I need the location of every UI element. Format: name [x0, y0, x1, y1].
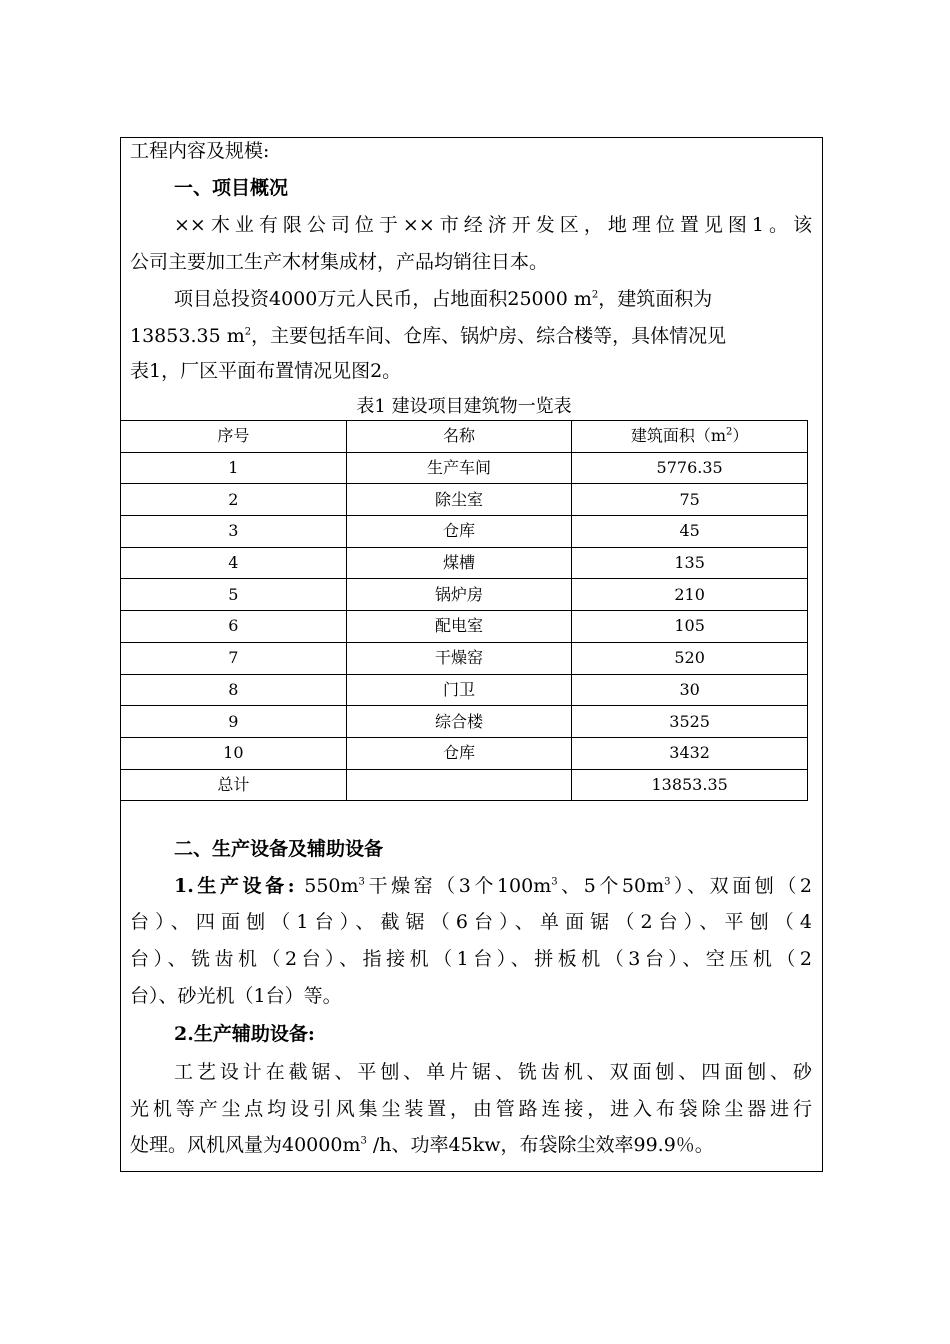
table-row — [121, 611, 808, 643]
cell-index: 4 — [121, 547, 347, 579]
cell-name: 锅炉房 — [346, 579, 572, 611]
cell-index: 3 — [121, 516, 347, 548]
cell-name: 煤槽 — [346, 547, 572, 579]
cell-area: 105 — [572, 611, 808, 643]
table-row — [121, 516, 808, 548]
cell-area: 5776.35 — [572, 452, 808, 484]
cell-area: 3432 — [572, 737, 808, 769]
equipment-line-4: 台）、砂光机（1台）等。 — [130, 985, 342, 1007]
table-row — [121, 547, 808, 579]
cell-index: 1 — [121, 452, 347, 484]
aux-equipment-label: 2.生产辅助设备: — [174, 1023, 315, 1045]
cell-index: 5 — [121, 579, 347, 611]
superscript-2: 2 — [244, 326, 252, 338]
header-area: 建筑面积$(m^2)$ — [572, 421, 808, 453]
equipment-label: 1.生产设备: — [174, 875, 295, 897]
table-caption: 表1 建设项目建筑物一览表 — [356, 396, 572, 417]
investment-line-1 — [174, 285, 712, 313]
cell-name: 仓库 — [346, 516, 572, 548]
cell-area: 210 — [572, 579, 808, 611]
cell-area: 135 — [572, 547, 808, 579]
cell-index: 10 — [121, 737, 347, 769]
cell-index: 7 — [121, 642, 347, 674]
header-index: 序号 — [121, 421, 347, 453]
equipment-line-1: 1.生产设备: $550m^3$干燥窑（3个$100m^3$、5个$50m^3$）、双面刨（2 — [174, 875, 813, 897]
investment-line-2 — [130, 322, 726, 350]
table-header-row — [121, 421, 808, 453]
cell-name: 配电室 — [346, 611, 572, 643]
table-row — [121, 706, 808, 738]
cell-area: 30 — [572, 674, 808, 706]
cell-area: 45 — [572, 516, 808, 548]
section1-heading: 一、项目概况 — [174, 177, 289, 199]
total-value: 13853.35 — [572, 769, 808, 801]
table-row — [121, 484, 808, 516]
cell-area: 3525 — [572, 706, 808, 738]
overview-line-1: ××木业有限公司位于××市经济开发区，地理位置见图1。该 — [174, 214, 812, 236]
cell-index: 9 — [121, 706, 347, 738]
investment-line-3: 表1，厂区平面布置情况见图2。 — [130, 360, 402, 382]
cell-index: 2 — [121, 484, 347, 516]
cell-index: 8 — [121, 674, 347, 706]
cell-index: 6 — [121, 611, 347, 643]
cell-area: 520 — [572, 642, 808, 674]
table-row — [121, 737, 808, 769]
cell-name: 综合楼 — [346, 706, 572, 738]
intro-label: 工程内容及规模: — [130, 140, 270, 162]
cell-area: 75 — [572, 484, 808, 516]
aux-line-1: 工艺设计在截锯、平刨、单片锯、铣齿机、双面刨、四面刨、砂 — [174, 1061, 812, 1083]
buildings-table — [120, 420, 808, 801]
table-row — [121, 642, 808, 674]
table-row — [121, 452, 808, 484]
investment-text-b: ，建筑面积为 — [598, 288, 713, 310]
section2-heading: 二、生产设备及辅助设备 — [174, 838, 384, 860]
cell-name: 门卫 — [346, 674, 572, 706]
table-total-row — [121, 769, 808, 801]
table-row — [121, 674, 808, 706]
header-name: 名称 — [346, 421, 572, 453]
overview-line-2: 公司主要加工生产木材集成材，产品均销往日本。 — [130, 251, 549, 273]
superscript-2: 2 — [591, 289, 599, 301]
aux-line-3: 处理。风机风量为$40000m^3$ /h、功率45kw，布袋除尘效率99.9％。 — [130, 1134, 714, 1156]
investment-text-c: 13853.35 m — [130, 325, 245, 347]
investment-text-a: 项目总投资4000万元人民币，占地面积25000 m — [174, 288, 592, 310]
equipment-line-2: 台）、四面刨（1台）、截锯（6台）、单面锯（2台）、平刨（4 — [130, 911, 812, 933]
cell-name: 生产车间 — [346, 452, 572, 484]
equipment-line-3: 台）、铣齿机（2台）、指接机（1台）、拼板机（3台）、空压机（2 — [130, 948, 812, 970]
cell-name: 干燥窑 — [346, 642, 572, 674]
total-empty — [346, 769, 572, 801]
cell-name: 除尘室 — [346, 484, 572, 516]
aux-line-2: 光机等产尘点均设引风集尘装置，由管路连接，进入布袋除尘器进行 — [130, 1098, 812, 1120]
investment-text-d: ，主要包括车间、仓库、锅炉房、综合楼等，具体情况见 — [251, 325, 727, 347]
cell-name: 仓库 — [346, 737, 572, 769]
total-label: 总计 — [121, 769, 347, 801]
table-row — [121, 579, 808, 611]
